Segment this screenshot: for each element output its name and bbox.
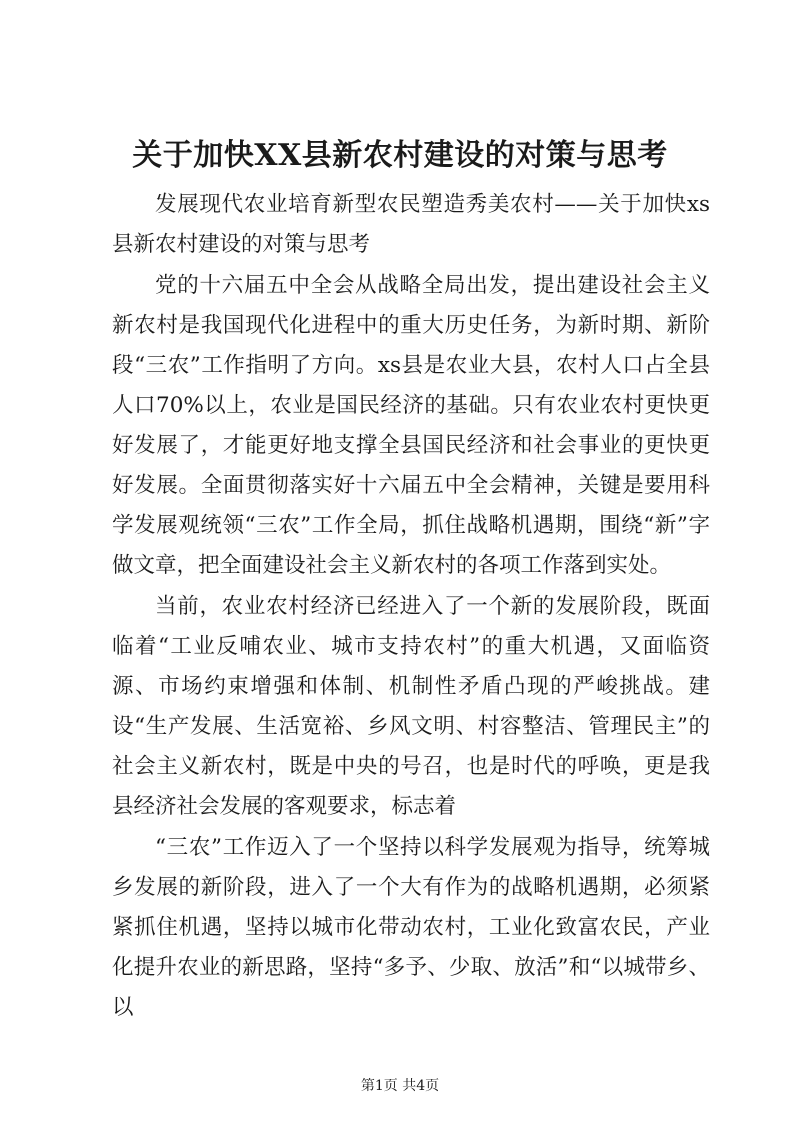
page-number-footer: 第1页 共4页 [360, 1078, 440, 1094]
body-paragraph-1: 党的十六届五中全会从战略全局出发，提出建设社会主义新农村是我国现代化进程中的重大历史任务，为新时期、新阶段“三农”工作指明了方向。xs县是农业大县，农村人口占全县人口70%以上，农业是国民经济的基础。只有农业农村更快更好发展了，才能更好地支撑全县国民经济和社会事业的更快更好发展。全面贯彻落实好十六届五中全会精神，关键是要用科学发展观统领“三农”工作全局，抓住战略机遇期，围绕“新”字做文章，把全面建设社会主义新农村的各项工作落到实处。 [112, 273, 710, 578]
body-paragraph-2: 当前，农业农村经济已经进入了一个新的发展阶段，既面临着“工业反哺农业、城市支持农村”的重大机遇，又面临资源、市场约束增强和体制、机制性矛盾凸现的严峻挑战。建设“生产发展、生活宽裕、乡风文明、村容整洁、管理民主”的社会主义新农村，既是中央的号召，也是时代的呼唤，更是我县经济社会发展的客观要求，标志着 [112, 594, 710, 819]
document-title: 关于加快XX县新农村建设的对策与思考 [132, 138, 668, 173]
subtitle-paragraph: 发展现代农业培育新型农民塑造秀美农村——关于加快xs县新农村建设的对策与思考 [112, 192, 710, 257]
body-paragraph-3: “三农”工作迈入了一个坚持以科学发展观为指导，统筹城乡发展的新阶段，进入了一个大有作为的战略机遇期，必须紧紧抓住机遇，坚持以城市化带动农村，工业化致富农民，产业化提升农业的新思路，坚持“多予、少取、放活”和“以城带乡、以 [112, 835, 710, 1020]
document-body [112, 185, 710, 1029]
